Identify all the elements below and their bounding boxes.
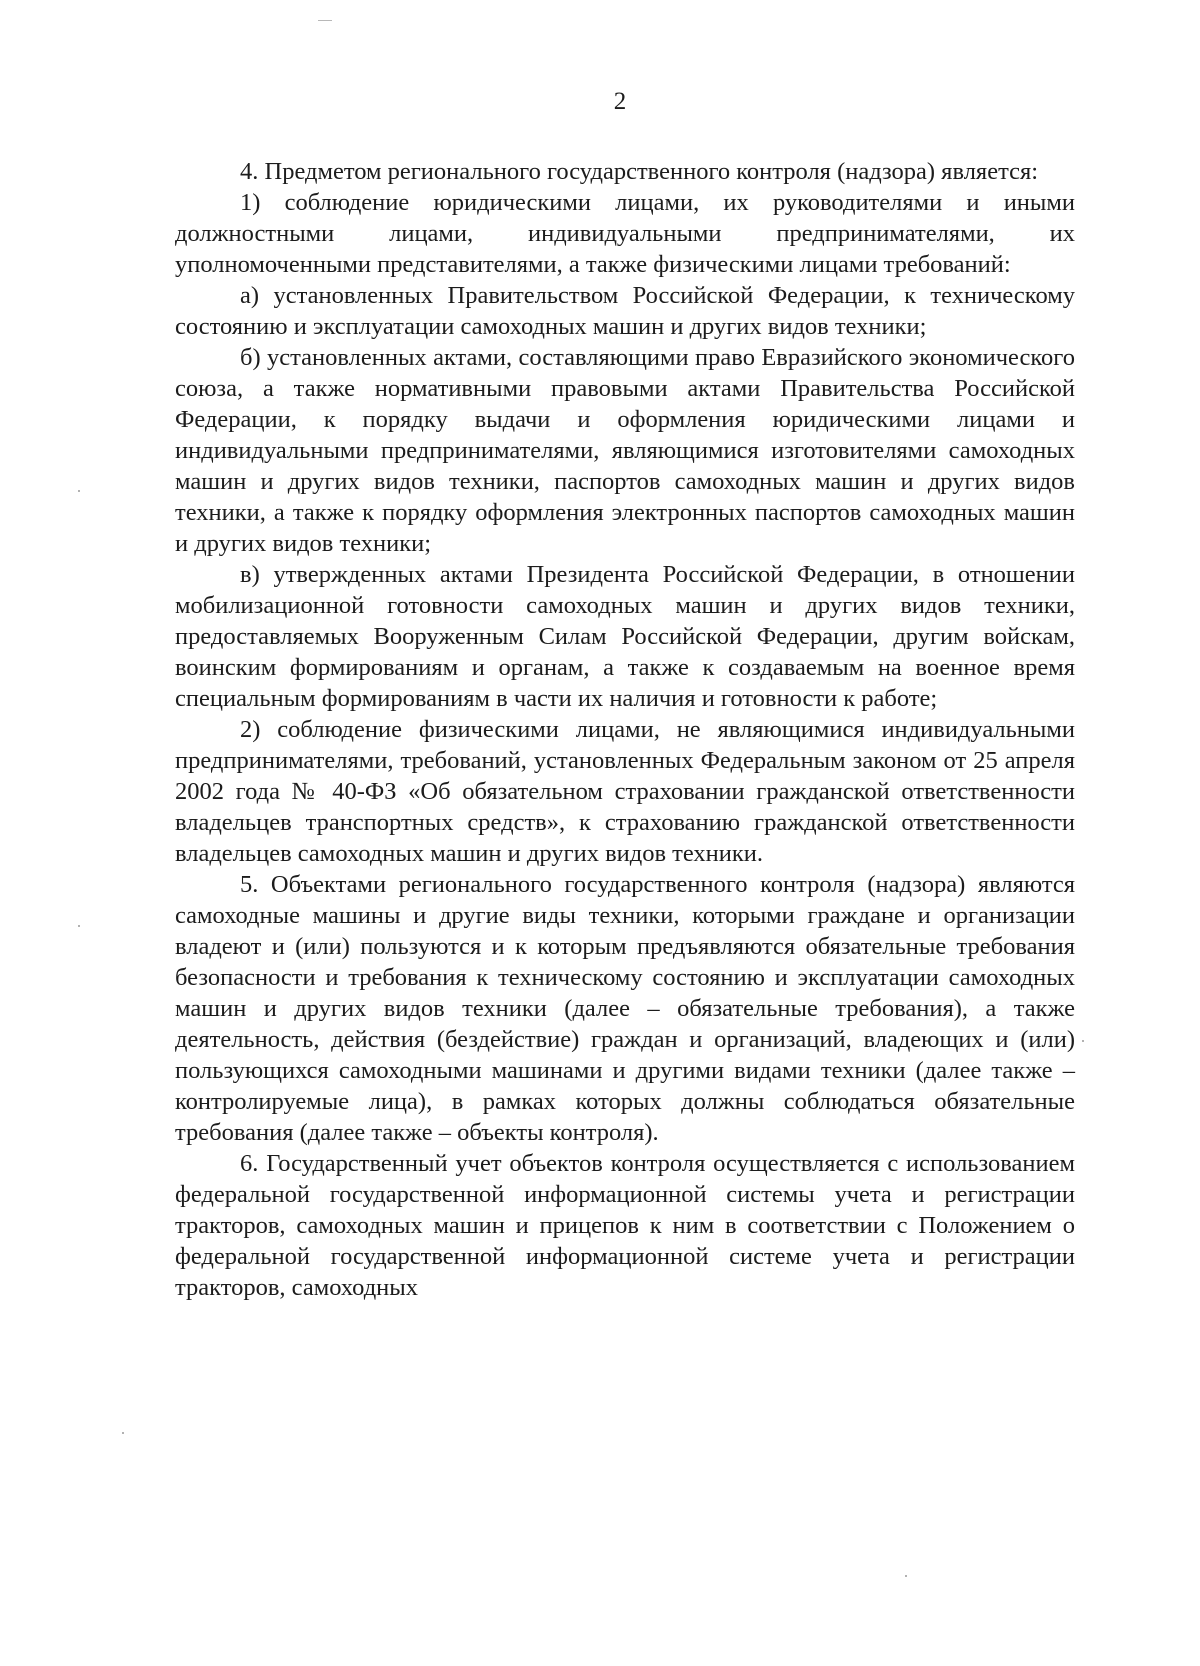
paragraph-4-2: 2) соблюдение физическими лицами, не являющимися индивидуальными предпринимателями, требований, установленных Федеральным законом от 25 апреля 2002 года № 40-ФЗ «Об обязательном страховании гражданской ответственности владельцев транспортных средств», к страхованию гражданской ответственности владельцев самоходных машин и других видов техники. — [175, 716, 1075, 867]
scan-mark — [318, 20, 332, 21]
document-body — [175, 156, 1075, 1303]
scan-speck — [78, 925, 80, 927]
paragraph-4-1-b: б) установленных актами, составляющими право Евразийского экономического союза, а также нормативными правовыми актами Правительства Российской Федерации, к порядку выдачи и оформления юридическими лицами и индивидуальными предпринимателями, являющимися изготовителями самоходных машин и других видов техники, паспортов самоходных машин и других видов техники, а также к порядку оформления электронных паспортов самоходных машин и других видов техники; — [175, 344, 1075, 557]
paragraph-4-1-a: а) установленных Правительством Российской Федерации, к техническому состоянию и эксплуатации самоходных машин и других видов техники; — [175, 282, 1075, 340]
paragraph-4: 4. Предметом регионального государственного контроля (надзора) является: — [240, 158, 1039, 185]
scan-speck — [122, 1432, 124, 1434]
scan-speck — [905, 1575, 907, 1577]
scan-speck — [78, 490, 80, 492]
page-number: 2 — [613, 88, 627, 115]
paragraph-4-1-v: в) утвержденных актами Президента Российской Федерации, в отношении мобилизационной готовности самоходных машин и других видов техники, предоставляемых Вооруженным Силам Российской Федерации, другим войскам, воинским формированиям и органам, а также к создаваемым на военное время специальным формированиям в части их наличия и готовности к работе; — [175, 561, 1075, 712]
paragraph-4-1: 1) соблюдение юридическими лицами, их руководителями и иными должностными лицами, индивидуальными предпринимателями, их уполномоченными представителями, а также физическими лицами требований: — [175, 189, 1075, 278]
paragraph-5: 5. Объектами регионального государственного контроля (надзора) являются самоходные машины и другие виды техники, которыми граждане и организации владеют и (или) пользуются и к которым предъявляются обязательные требования безопасности и требования к техническому состоянию и эксплуатации самоходных машин и других видов техники (далее – обязательные требования), а также деятельность, действия (бездействие) граждан и организаций, владеющих и (или) пользующихся самоходными машинами и другими видами техники (далее также – контролируемые лица), в рамках которых должны соблюдаться обязательные требования (далее также – объекты контроля). — [175, 871, 1075, 1146]
paragraph-6: 6. Государственный учет объектов контроля осуществляется с использованием федеральной государственной информационной системы учета и регистрации тракторов, самоходных машин и прицепов к ним в соответствии с Положением о федеральной государственной информационной системе учета и регистрации тракторов, самоходных — [175, 1150, 1075, 1301]
scan-speck — [1082, 1040, 1084, 1042]
